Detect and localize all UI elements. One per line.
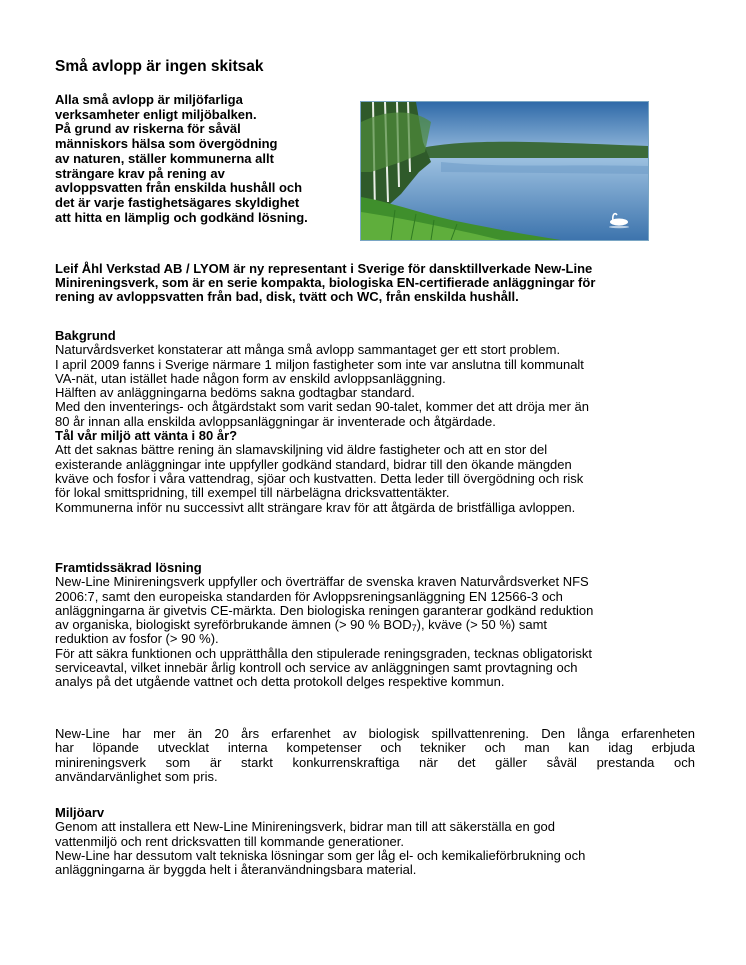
intro-line: människors hälsa som övergödning [55,136,278,152]
text-line: för lokal smittspridning, till exempel till närbelägna dricksvattentäkter. [55,485,450,501]
lake-photo [360,101,649,241]
bod-text-end: ), kväve (> 50 %) samt [416,617,548,633]
intro-line: På grund av riskerna för såväl [55,121,241,137]
bod-subscript: 7 [411,623,417,634]
text-line: serviceavtal, vilket innebär årlig kontroll och service av anläggningen samt provtagning och [55,660,578,676]
page-title: Små avlopp är ingen skitsak [55,58,264,75]
intro-line: att hitta en lämplig och godkänd lösning. [55,209,308,225]
text-line: kväve och fosfor i våra vattendrag, sjöar och kustvatten. Detta leder till övergödning och risk [55,470,584,486]
lead-paragraph [55,262,695,305]
intro-line: det är varje fastighetsägares skyldighet [55,194,300,210]
text-line: New-Line har mer än 20 års erfarenhet av biologisk spillvattenrening. Den långa erfarenheten [55,726,695,741]
text-line: I april 2009 fanns i Sverige närmare 1 miljon fastigheter som inte var anslutna till kommunalt [55,356,584,372]
text-line: vattenmiljö och rent dricksvatten till kommande generationer. [55,833,405,849]
text-line: För att säkra funktionen och upprätthålla den stipulerade reningsgraden, tecknas obligatoriskt [55,645,592,661]
lead-line: Minireningsverk, som är en serie kompakta, biologiska EN-certifierade anläggningar för [55,275,596,291]
section-miljoarv [55,806,695,877]
intro-line: strängare krav på rening av [55,165,225,181]
text-line: existerande anläggningar inte uppfyller godkänd standard, bidrar till den ökande mängden [55,456,572,472]
intro-line: verksamheter enligt miljöbalken. [55,106,257,122]
section-heading: Framtidssäkrad lösning [55,560,202,575]
text-line: Hälften av anläggningarna bedöms sakna godtagbar standard. [55,385,415,401]
text-line: New-Line Minireningsverk uppfyller och överträffar de svenska kraven Naturvårdsverket NFS [55,574,589,590]
text-line: reduktion av fosfor (> 90 %). [55,631,219,647]
text-line: användarvänlighet som pris. [55,768,218,784]
section-heading: Miljöarv [55,805,105,820]
text-line: VA-nät, utan istället hade någon form av enskild avloppsanläggning. [55,370,446,386]
section-framtid [55,561,695,690]
bod-text: av organiska, biologiskt syreförbrukande ämnen (> 90 % BOD [55,617,412,633]
text-line: anläggningarna är givetvis CE-märkta. Den biologiska reningen garanterar godkänd reduktion [55,602,594,618]
section-bakgrund [55,329,695,515]
intro-line: Alla små avlopp är miljöfarliga [55,92,243,107]
text-line: 80 år innan alla enskilda avloppsanläggningar är inventerade och åtgärdade. [55,413,496,429]
text-line: Genom att installera ett New-Line Minireningsverk, bidrar man till att säkerställa en god [55,819,556,835]
intro-paragraph [55,93,355,225]
text-line: minireningsverk som är starkt konkurrenskraftiga när det gäller såväl prestanda och [55,754,695,770]
text-line: analys på det utgående vattnet och detta protokoll delges respektive kommun. [55,674,505,690]
text-line: Naturvårdsverket konstaterar att många små avlopp sammantaget ger ett stort problem. [55,342,561,358]
text-line: Med den inventerings- och åtgärdstakt som varit sedan 90-talet, kommer det att dröja mer än [55,399,589,415]
text-line: 2006:7, samt den europeiska standarden för Avloppsreningsanläggning EN 12566-3 och [55,588,563,604]
text-line-bod [55,618,695,632]
section-heading: Bakgrund [55,328,116,343]
text-line: har löpande utvecklat interna kompetenser och tekniker och man kan idag erbjuda [55,740,695,756]
text-line: anläggningarna är byggda helt i återanvändningsbara material. [55,862,417,878]
text-line: New-Line har dessutom valt tekniska lösningar som ger låg el- och kemikalieförbrukning och [55,847,586,863]
text-line: Kommunerna inför nu successivt allt strängare krav för att åtgärda de bristfälliga avloppen. [55,499,576,515]
section-heading: Tål vår miljö att vänta i 80 år? [55,428,238,444]
lake-with-swan-image [361,102,648,240]
lead-line: rening av avloppsvatten från bad, disk, tvätt och WC, från enskilda hushåll. [55,289,519,305]
text-line: Att det saknas bättre rening än slamavskiljning vid äldre fastigheter och att en stor del [55,442,548,458]
intro-line: av naturen, ställer kommunerna allt [55,150,274,166]
lead-line: Leif Åhl Verkstad AB / LYOM är ny representant i Sverige för dansktillverkade New-Line [55,261,593,276]
section-erfarenhet [55,727,695,784]
intro-line: avloppsvatten från enskilda hushåll och [55,180,303,196]
